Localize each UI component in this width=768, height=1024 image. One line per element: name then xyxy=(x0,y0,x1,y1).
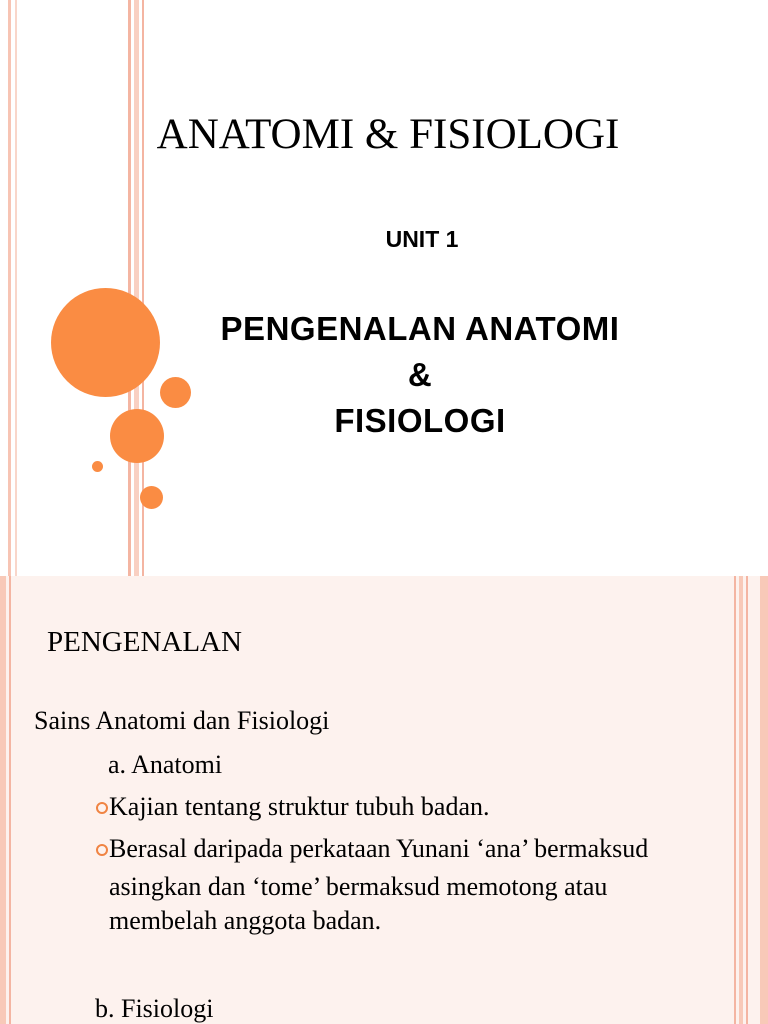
subtitle-line: PENGENALAN ANATOMI xyxy=(220,310,620,347)
tiny-circle-decoration xyxy=(92,461,103,472)
section-b-label: b. Fisiologi xyxy=(95,994,214,1023)
decorative-stripe xyxy=(0,576,6,1024)
intro-text: Sains Anatomi dan Fisiologi xyxy=(34,706,330,735)
bullet-continuation: membelah anggota badan. xyxy=(109,906,382,935)
decorative-stripe xyxy=(746,576,748,1024)
subtitle-line: FISIOLOGI xyxy=(334,402,506,439)
decorative-stripe xyxy=(134,0,139,576)
bullet-continuation: asingkan dan ‘tome’ bermaksud memotong atau xyxy=(109,872,608,901)
slide-title: ANATOMI & FISIOLOGI xyxy=(156,111,620,158)
small-circle-decoration xyxy=(140,486,163,509)
bullet-text: Berasal daripada perkataan Yunani ‘ana’ bermaksud xyxy=(109,834,649,863)
decorative-stripe xyxy=(9,576,11,1024)
bullet-text: Kajian tentang struktur tubuh badan. xyxy=(109,792,490,821)
slide-subtitle xyxy=(130,306,710,444)
decorative-stripe xyxy=(734,576,736,1024)
content-slide xyxy=(0,576,768,1024)
section-a-label: a. Anatomi xyxy=(108,750,223,779)
decorative-stripe xyxy=(8,0,11,576)
slide-heading: PENGENALAN xyxy=(47,626,242,658)
decorative-stripe xyxy=(739,576,743,1024)
decorative-stripe xyxy=(128,0,131,576)
decorative-stripe xyxy=(760,576,768,1024)
decorative-stripe xyxy=(15,0,17,576)
ring-bullet-icon xyxy=(96,844,108,856)
ring-bullet-icon xyxy=(96,802,108,814)
subtitle-line: & xyxy=(407,356,433,393)
unit-label: UNIT 1 xyxy=(385,226,459,252)
